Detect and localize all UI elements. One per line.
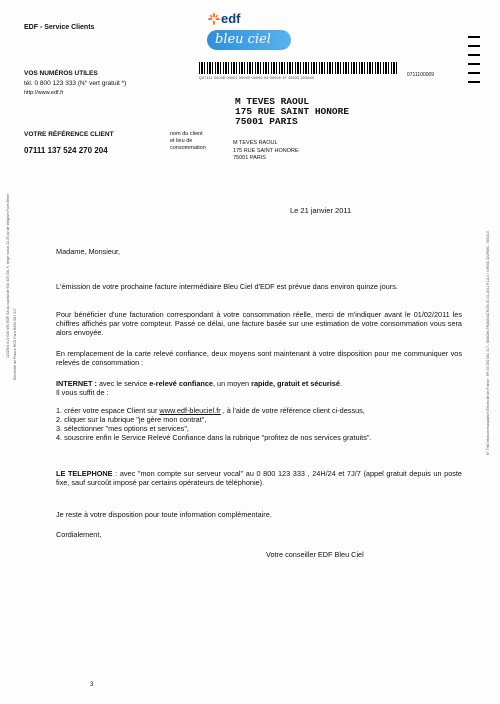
phone-number: tél. 0 800 123 333 (N° vert gratuit *) [24,80,127,87]
client-reference-number: 07111 137 524 270 204 [24,146,108,155]
website-link[interactable]: http://www.edf.fr [24,90,64,96]
client-location-label: nom du client et lieu de consommation [170,131,206,151]
edf-flower-icon [208,13,220,25]
paragraph-meter-reading: Pour bénéficier d'une facturation correspondant à votre consommation réelle, merci de m'indiquer avant le 01/02/2011 les chiffres affichés par votre compteur. Passé ce délai, une facture basée sur une estimation de votre consommation vous sera alors envoyée. [56,310,462,337]
internet-method: INTERNET : avec le service e-relevé confiance, un moyen rapide, gratuit et sécurisé. Il vous suffit de : [56,379,342,397]
useful-numbers-title: VOS NUMÉROS UTILES [24,70,98,77]
paragraph-invoice-notice: L'émission de votre prochaine facture intermédiaire Bleu Ciel d'EDF est prévue dans environ quinze jours. [56,282,398,291]
list-item: 2. cliquer sur la rubrique "je gère mon contrat", [56,415,207,424]
edf-bleu-ciel-logo [205,10,295,50]
list-item: 1. créer votre espace Client sur www.edf-bleuciel.fr , à l'aide de votre référence client ci-dessus, [56,406,365,415]
salutation: Madame, Monsieur, [56,247,121,256]
signature: Votre conseiller EDF Bleu Ciel [266,550,364,559]
page-number: 3 [90,682,94,688]
barcode-digits: Q07111 00048 00001 00000 00000 04 00009 1F 36020 203540 [199,76,315,80]
closing: Cordialement, [56,530,102,539]
paragraph-two-methods: En remplacement de la carte relevé confiance, deux moyens sont maintenant à votre disposition pour me communiquer vos relevés de consommation : [56,349,462,367]
reference-code: 0711100009 [407,72,435,78]
paragraph-availability: Je reste à votre disposition pour toute information complémentaire. [56,510,272,519]
client-reference-title: VOTRE RÉFÉRENCE CLIENT [24,131,114,138]
legal-vertical-text-2: Electricité de France RCS Paris B552 081 317 [13,308,17,380]
mail-sort-marks [468,36,480,90]
recipient-address [235,97,349,127]
address-line: M TEVES RAOUL [235,96,310,107]
logo-brand-text: edf [221,11,241,26]
consumption-address: M TEVES RAOUL 175 RUE SAINT HONORE 75001 PARIS [233,140,299,161]
letter-date: Le 21 janvier 2011 [290,206,352,215]
bleuciel-website-link[interactable]: www.edf-bleuciel.fr [159,406,221,415]
list-item: 3. sélectionner "mes options et services", [56,424,189,433]
phone-method: LE TELEPHONE : avec "mon compte sur serveur vocal" au 0 800 123 333 , 24H/24 et 7J/7 (appel gratuit depuis un poste fixe, sauf surcoût imposé par certains opérateurs de téléphonie). [56,469,462,487]
address-line: 75001 PARIS [235,116,298,127]
steps-list [56,406,462,442]
vat-vertical-text: N° TVA Intracommunautaire Electricité de France : FR 03 552 081 317 - IMAGIN TRANSACTION 20-01-2011 P1114 / 4 R000 3229600 - V00210 [486,231,490,455]
logo-product-text: bleu ciel [215,32,271,47]
list-item: 4. souscrire enfin le Service Relevé Confiance dans la rubrique "profitez de nos services gratuits". [56,433,372,442]
legal-vertical-text: 1102364 613 028 V30 EDF SA au capital de 924 433 331 €, siège social 22-30 av de Wagram Paris 8ème [6,193,10,358]
address-line: 175 RUE SAINT HONORE [235,106,350,117]
sender-name: EDF - Service Clients [24,24,95,31]
postal-barcode [199,62,397,74]
